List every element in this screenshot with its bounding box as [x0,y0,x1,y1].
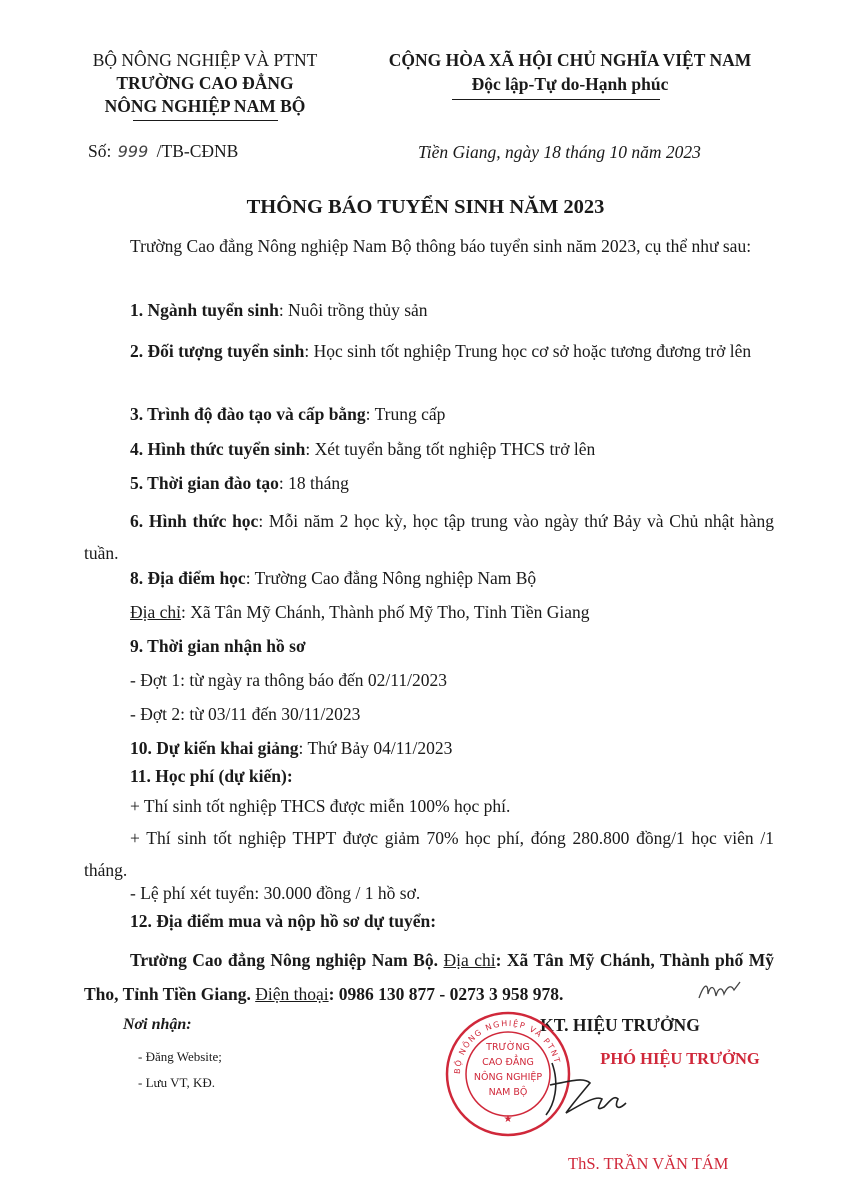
section-12-phone-label: Điện thoại [255,984,329,1004]
recipient-website: - Đăng Website; [138,1049,222,1064]
section-12-period: . [433,950,444,970]
section-12-address-label: Địa chỉ [443,950,496,970]
section-9-round-1: - Đợt 1: từ ngày ra thông báo đến 02/11/2023 [130,670,447,690]
item-4 [130,439,595,460]
item-8-text: : Trường Cao đẳng Nông nghiệp Nam Bộ [245,568,537,588]
initial-mark [696,978,744,1004]
motto-underline [452,99,660,100]
item-3 [130,404,445,425]
item-8 [130,568,536,589]
ministry-name: BỘ NÔNG NGHIỆP VÀ PTNT [92,50,318,70]
stamp-ring-text: BỘ NÔNG NGHIỆP VÀ PTNT [452,1018,562,1075]
number-prefix: Số: [88,141,112,161]
item-5-label: 5. Thời gian đào tạo [130,473,279,493]
item-2 [84,335,774,367]
number-suffix: /TB-CĐNB [156,141,239,161]
item-8-label: 8. Địa điểm học [130,568,246,588]
stamp-line-1: TRƯỜNG [486,1042,530,1053]
section-12-period-3: . [559,984,564,1004]
stamp-line-4: NAM BỘ [488,1087,528,1098]
item-4-text: : Xét tuyển bằng tốt nghiệp THCS trở lên [305,439,596,459]
recipient-archive: - Lưu VT, KĐ. [138,1075,215,1090]
recipients-title: Nơi nhận: [123,1016,192,1033]
section-10-text: : Thứ Bảy 04/11/2023 [298,738,453,758]
header-left-underline [133,120,278,121]
section-11-title: 11. Học phí (dự kiến): [130,766,293,786]
item-6-text: : Mỗi năm 2 học kỳ, học tập trung vào ngày thứ Bảy và Chủ nhật hàng tuần. [84,511,774,563]
section-12-body [84,943,774,1011]
address-text: : Xã Tân Mỹ Chánh, Thành phố Mỹ Tho, Tỉnh Tiền Giang [181,602,590,622]
section-12-phone: : 0986 130 877 - 0273 3 958 978 [328,984,559,1004]
item-4-label: 4. Hình thức tuyển sinh [130,439,306,459]
item-6-label: 6. Hình thức học [130,511,259,531]
republic-name: CỘNG HÒA XÃ HỘI CHỦ NGHĨA VIỆT NAM [388,50,752,70]
signature-for-principal: KT. HIỆU TRƯỞNG [540,1015,700,1035]
item-2-label: 2. Đối tượng tuyển sinh [130,341,305,361]
handwritten-signature [540,1055,630,1125]
document-number [88,141,238,162]
section-9-round-2: - Đợt 2: từ 03/11 đến 30/11/2023 [130,704,361,724]
stamp-line-2: CAO ĐẲNG [482,1057,534,1068]
stamp-star-icon: ★ [503,1114,513,1125]
section-12-school: Trường Cao đẳng Nông nghiệp Nam Bộ [130,950,434,970]
fee-line-3: - Lệ phí xét tuyển: 30.000 đồng / 1 hồ sơ. [130,883,421,903]
item-1 [130,300,428,321]
place-date: Tiền Giang, ngày 18 tháng 10 năm 2023 [418,142,701,162]
intro-paragraph: Trường Cao đẳng Nông nghiệp Nam Bộ thông báo tuyển sinh năm 2023, cụ thể như sau: [130,236,752,256]
stamp-center [466,1040,550,1100]
number-handwritten: 999 [117,142,149,161]
item-5-text: : 18 tháng [278,473,349,493]
document-title: THÔNG BÁO TUYỂN SINH NĂM 2023 [246,196,605,218]
item-3-text: : Trung cấp [365,404,446,424]
fee-line-2: + Thí sinh tốt nghiệp THPT được giảm 70% học phí, đóng 280.800 đồng/1 học viên /1 tháng. [84,828,774,880]
stamp-line-3: NÔNG NGHIỆP [473,1072,543,1083]
section-10-label: 10. Dự kiến khai giảng [130,738,299,758]
address-label: Địa chỉ [130,602,182,622]
section-12-title: 12. Địa điểm mua và nộp hồ sơ dự tuyển: [130,911,437,931]
school-address [130,602,590,623]
section-12-period-2: . [246,984,256,1004]
item-6 [84,505,774,569]
school-name-line1: TRƯỜNG CAO ĐẲNG [116,73,294,93]
signature-vice-principal: PHÓ HIỆU TRƯỞNG [600,1049,760,1068]
national-motto: Độc lập-Tự do-Hạnh phúc [471,74,669,94]
signer-name: ThS. TRẦN VĂN TÁM [568,1154,729,1173]
item-2-text: : Học sinh tốt nghiệp Trung học cơ sở hoặc tương đương trở lên [304,341,752,361]
school-name-line2: NÔNG NGHIỆP NAM BỘ [104,96,306,116]
item-5 [130,473,349,494]
section-10 [130,738,452,759]
section-12-address: : Xã Tân Mỹ Chánh, Thành phố Mỹ Tho, Tỉnh Tiền Giang [84,950,774,1004]
item-3-label: 3. Trình độ đào tạo và cấp bằng [130,404,366,424]
item-1-text: : Nuôi trồng thủy sản [278,300,428,320]
fee-line-1: + Thí sinh tốt nghiệp THCS được miễn 100% học phí. [130,796,511,816]
item-1-label: 1. Ngành tuyển sinh [130,300,279,320]
section-9-title: 9. Thời gian nhận hồ sơ [130,636,306,656]
